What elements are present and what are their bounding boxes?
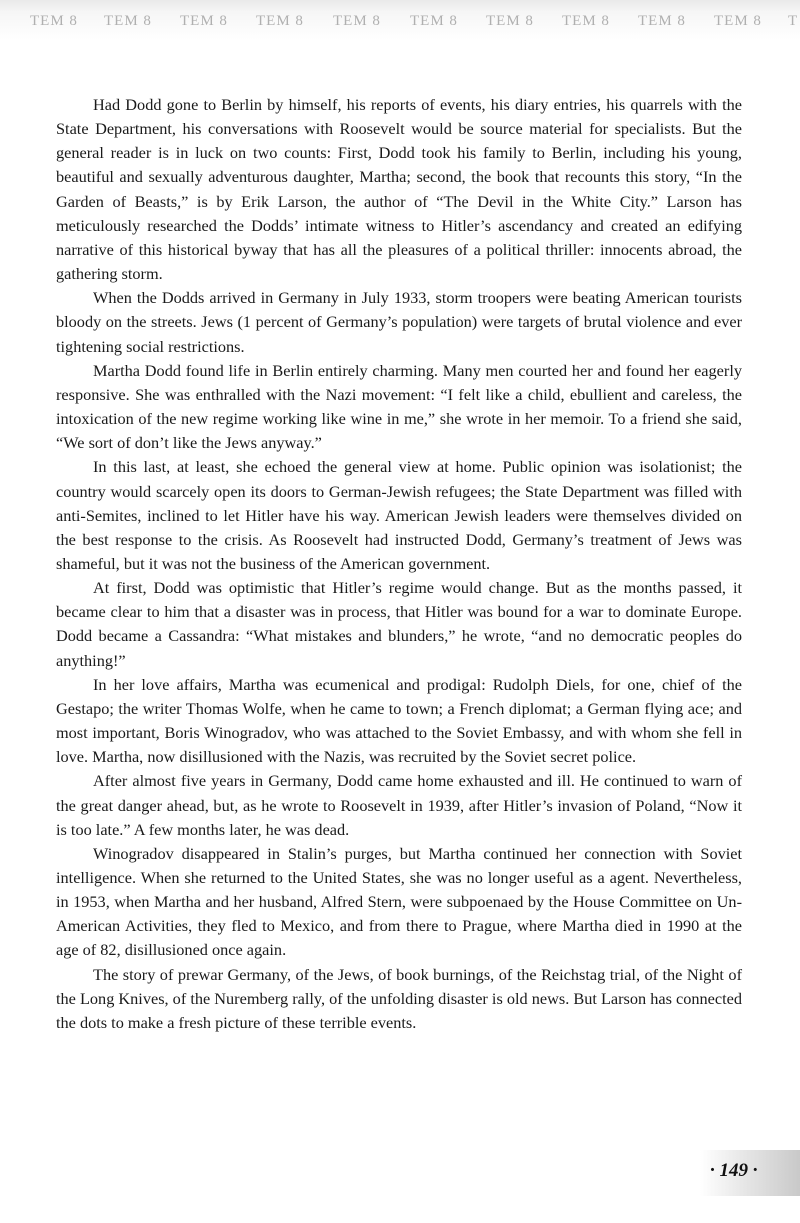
page-number: · 149 ·	[710, 1160, 758, 1181]
paragraph: Martha Dodd found life in Berlin entirely charming. Many men courted her and found her eagerly responsive. She was enthralled with the Nazi movement: “I felt like a child, ebullient and careless, the intoxication of the new regime working like wine in me,” she wrote in her memoir. To a friend she said, “We sort of don’t like the Jews anyway.”	[56, 360, 742, 453]
paragraph: The story of prewar Germany, of the Jews, of book burnings, of the Reichstag trial, of the Night of the Long Knives, of the Nuremberg rally, of the unfolding disaster is old news. But Larson has connected the dots to make a fresh picture of these terrible events.	[56, 964, 742, 1032]
header-label: TEM 8	[180, 13, 228, 29]
header-label: TEM 8	[30, 13, 78, 29]
paragraph: Winogradov disappeared in Stalin’s purges, but Martha continued her connection with Soviet intelligence. When she returned to the United States, she was no longer useful as a agent. Nevertheless, in 1953, when Martha and her husband, Alfred Stern, were subpoenaed by the House Committee on Un-American Activities, they fled to Mexico, and from there to Prague, where Martha died in 1990 at the age of 82, disillusioned once again.	[56, 843, 742, 960]
paragraph: At first, Dodd was optimistic that Hitler’s regime would change. But as the months passed, it became clear to him that a disaster was in process, that Hitler was bound for a war to dominate Europe. Dodd became a Cassandra: “What mistakes and blunders,” he wrote, “and no democratic peoples do anything!”	[56, 578, 742, 670]
header-label: TEM 8	[410, 13, 458, 29]
paragraph: After almost five years in Germany, Dodd came home exhausted and ill. He continued to warn of the great danger ahead, but, as he wrote to Roosevelt in 1939, after Hitler’s invasion of Poland, “Now it is too late.” A few months later, he was dead.	[56, 771, 742, 839]
paragraph: In this last, at least, she echoed the general view at home. Public opinion was isolationist; the country would scarcely open its doors to German-Jewish refugees; the State Department was filled with anti-Semites, inclined to let Hitler have his way. American Jewish leaders were themselves divided on the best response to the crisis. As Roosevelt had instructed Dodd, Germany’s treatment of Jews was shameful, but it was not the business of the American government.	[56, 457, 742, 573]
header-label: TEM 8	[256, 13, 304, 29]
header-label: TEM 8	[714, 13, 762, 29]
header-label: TEM 8	[104, 13, 152, 29]
header-label: TEM 8	[562, 13, 610, 29]
header-label: TEM 8	[486, 13, 534, 29]
header-label: T	[788, 13, 799, 29]
article-body	[56, 93, 742, 1035]
paragraph: When the Dodds arrived in Germany in July 1933, storm troopers were beating American tourists bloody on the streets. Jews (1 percent of Germany’s population) were targets of brutal violence and ever tightening social restrictions.	[56, 288, 742, 356]
header-label: TEM 8	[333, 13, 381, 29]
paragraph: In her love affairs, Martha was ecumenical and prodigal: Rudolph Diels, for one, chief of the Gestapo; the writer Thomas Wolfe, when he came to town; a French diplomat; a German flying ace; and most important, Boris Winogradov, who was attached to the Soviet Embassy, and with whom she fell in love. Martha, now disillusioned with the Nazis, was recruited by the Soviet secret police.	[56, 674, 742, 767]
header-label: TEM 8	[638, 13, 686, 29]
running-header	[0, 0, 800, 40]
page-number-box	[700, 1150, 800, 1196]
paragraph: Had Dodd gone to Berlin by himself, his reports of events, his diary entries, his quarrels with the State Department, his conversations with Roosevelt would be source material for specialists. But the general reader is in luck on two counts: First, Dodd took his family to Berlin, including his young, beautiful and sexually adventurous daughter, Martha; second, the book that recounts this story, “In the Garden of Beasts,” is by Erik Larson, the author of “The Devil in the White City.” Larson has meticulously researched the Dodds’ intimate witness to Hitler’s ascendancy and created an edifying narrative of this historical byway that has all the pleasures of a political thriller: innocents abroad, the gathering storm.	[56, 95, 742, 284]
